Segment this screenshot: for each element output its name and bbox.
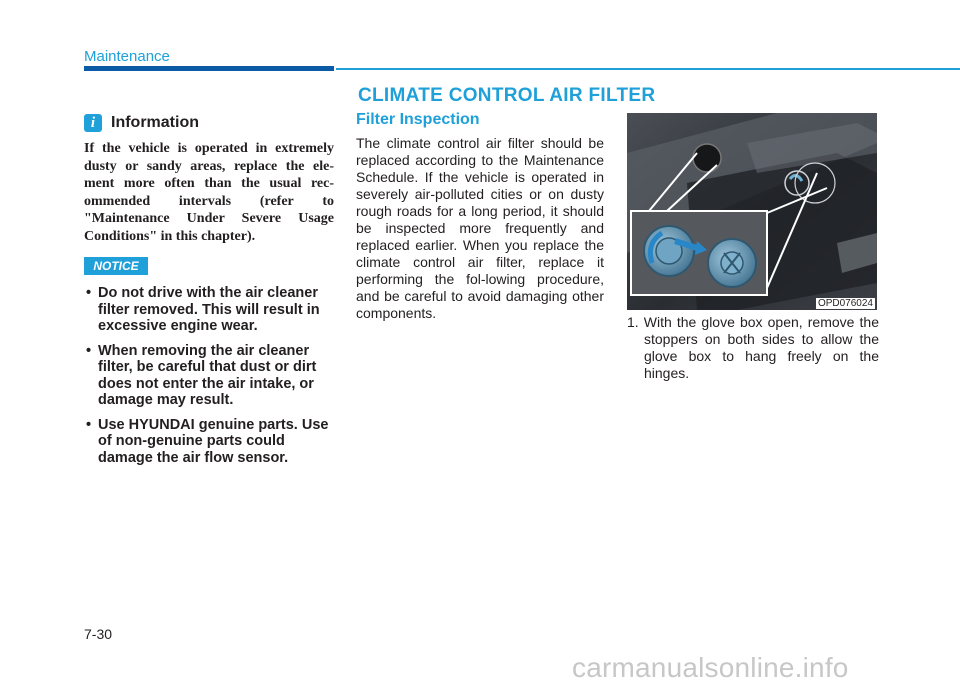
notice-item: • When removing the air cleaner filter, be careful that dust or dirt does not enter the air intake, or damage may result.: [84, 343, 334, 409]
section-title: CLIMATE CONTROL AIR FILTER: [358, 85, 656, 106]
filter-inspection-text: The climate control air filter should be replaced according to the Maintenance Schedule. If the vehicle is operated in severely air-polluted cities or on dusty rough roads for a long period, it should be inspected more frequently and replaced earlier. When you replace the climate control air filter, replace it performing the fol-lowing procedure, and be careful to avoid damaging other components.: [356, 135, 604, 321]
notice-item: • Do not drive with the air cleaner filter removed. This will result in excessive engine wear.: [84, 285, 334, 335]
header-rule-light: [336, 68, 960, 70]
section-label: Maintenance: [84, 48, 170, 65]
information-header: [84, 114, 199, 132]
info-icon: i: [84, 114, 102, 132]
filter-inspection-title: Filter Inspection: [356, 111, 480, 128]
glove-box-stopper-photo: [627, 113, 877, 310]
information-text: If the vehicle is operated in extremely dusty or sandy areas, replace the ele-ment more often than the usual rec-ommended intervals (refer to "Maintenance Under Severe Usage Conditions" in this chapter).: [84, 141, 334, 244]
step-item: 1. With the glove box open, remove the stoppers on both sides to allow the glove box to hang freely on the hinges.: [627, 314, 879, 381]
notice-list: [84, 285, 334, 474]
notice-badge: NOTICE: [84, 257, 148, 275]
watermark: carmanualsonline.info: [572, 652, 849, 683]
figure-caption: OPD076024: [817, 298, 873, 309]
header-rule-dark: [84, 66, 334, 71]
information-title: Information: [111, 114, 199, 131]
notice-item: • Use HYUNDAI genuine parts. Use of non-genuine parts could damage the air flow sensor.: [84, 417, 334, 467]
page-number: 7-30: [84, 626, 113, 642]
glove-box-illustration: [627, 113, 877, 310]
